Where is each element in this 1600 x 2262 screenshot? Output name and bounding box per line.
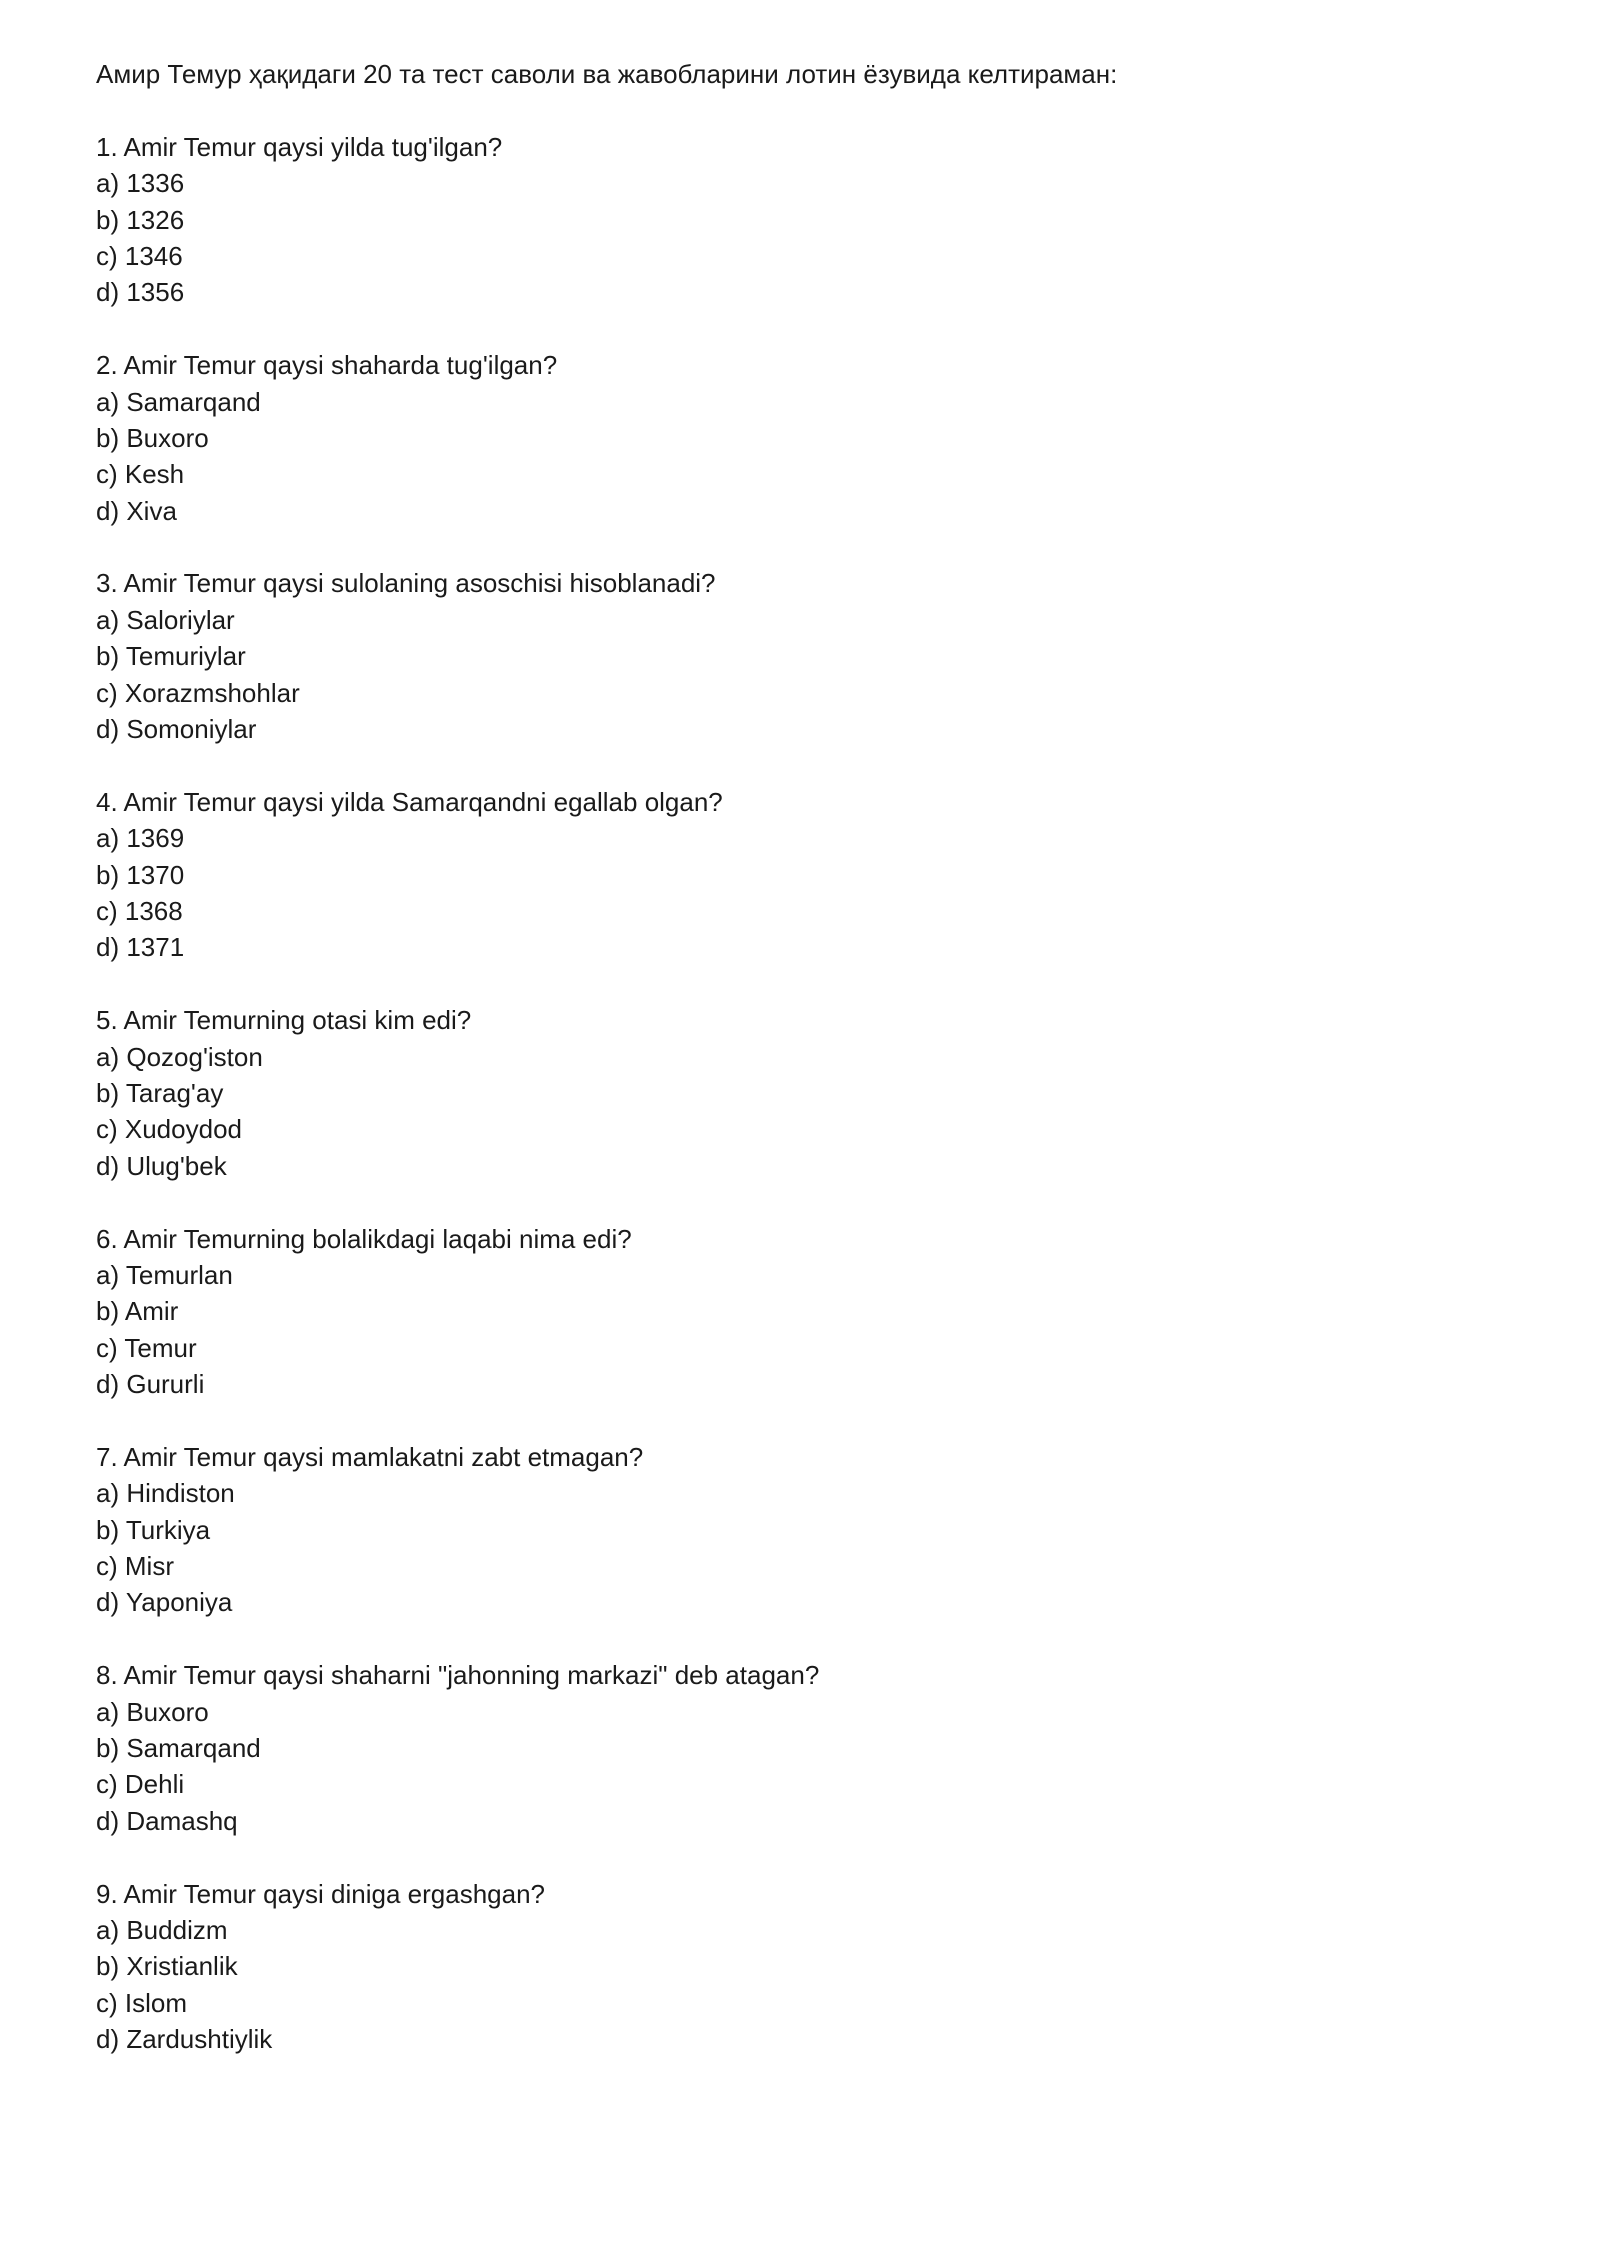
answer-option: a) Saloriylar [96, 604, 235, 635]
answer-option: c) Misr [96, 1551, 174, 1582]
answer-option: c) Islom [96, 1987, 187, 2018]
answer-option: d) Somoniylar [96, 714, 257, 745]
question-text: 2. Amir Temur qaysi shaharda tug'ilgan? [96, 350, 558, 381]
question-block-8 [96, 1657, 1516, 1839]
question-text: 6. Amir Temurning bolalikdagi laqabi nima edi? [96, 1223, 632, 1254]
answer-option: c) Kesh [96, 459, 185, 490]
question-text: 7. Amir Temur qaysi mamlakatni zabt etmagan? [96, 1441, 644, 1472]
answer-option: a) Temurlan [96, 1259, 233, 1290]
question-text: 9. Amir Temur qaysi diniga ergashgan? [96, 1878, 545, 1909]
answer-option: d) Xiva [96, 495, 177, 526]
answer-option: a) 1369 [96, 823, 185, 854]
question-block-1 [96, 129, 1516, 311]
answer-option: d) Gururli [96, 1369, 205, 1400]
answer-option: a) Hindiston [96, 1478, 235, 1509]
question-text: 3. Amir Temur qaysi sulolaning asoschisi hisoblanadi? [96, 568, 716, 599]
question-block-3 [96, 565, 1516, 747]
answer-option: a) 1336 [96, 168, 185, 199]
answer-option: b) Turkiya [96, 1514, 211, 1545]
question-block-9 [96, 1876, 1516, 2058]
answer-option: b) Xristianlik [96, 1951, 238, 1982]
answer-option: c) Temur [96, 1332, 197, 1363]
question-block-5 [96, 1002, 1516, 1184]
answer-option: c) 1346 [96, 240, 183, 271]
answer-option: d) 1371 [96, 932, 185, 963]
question-text: 5. Amir Temurning otasi kim edi? [96, 1005, 472, 1036]
answer-option: b) 1326 [96, 204, 185, 235]
answer-option: d) 1356 [96, 277, 185, 308]
answer-option: b) Temuriylar [96, 641, 246, 672]
answer-option: d) Damashq [96, 1805, 238, 1836]
answer-option: c) Xorazmshohlar [96, 677, 300, 708]
answer-option: a) Samarqand [96, 386, 261, 417]
answer-option: a) Buddizm [96, 1914, 228, 1945]
answer-option: d) Zardushtiylik [96, 2024, 273, 2055]
question-block-6 [96, 1221, 1516, 1403]
answer-option: a) Qozog'iston [96, 1041, 263, 1072]
question-text: 8. Amir Temur qaysi shaharni "jahonning markazi" deb atagan? [96, 1660, 820, 1691]
answer-option: c) 1368 [96, 895, 183, 926]
answer-option: b) 1370 [96, 859, 185, 890]
question-block-2 [96, 347, 1516, 529]
document-page [96, 56, 1516, 2094]
answer-option: b) Samarqand [96, 1732, 261, 1763]
intro-text: Амир Темур ҳақидаги 20 та тест саволи ва жавобларини лотин ёзувида келтираман: [96, 59, 1118, 89]
question-text: 1. Amir Temur qaysi yilda tug'ilgan? [96, 131, 503, 162]
question-block-7 [96, 1439, 1516, 1621]
answer-option: d) Yaponiya [96, 1587, 233, 1618]
answer-option: b) Tarag'ay [96, 1077, 224, 1108]
answer-option: b) Amir [96, 1296, 179, 1327]
answer-option: c) Dehli [96, 1769, 185, 1800]
question-block-4 [96, 784, 1516, 966]
question-text: 4. Amir Temur qaysi yilda Samarqandni egallab olgan? [96, 786, 723, 817]
answer-option: b) Buxoro [96, 422, 209, 453]
answer-option: a) Buxoro [96, 1696, 209, 1727]
answer-option: c) Xudoydod [96, 1114, 242, 1145]
answer-option: d) Ulug'bek [96, 1150, 227, 1181]
